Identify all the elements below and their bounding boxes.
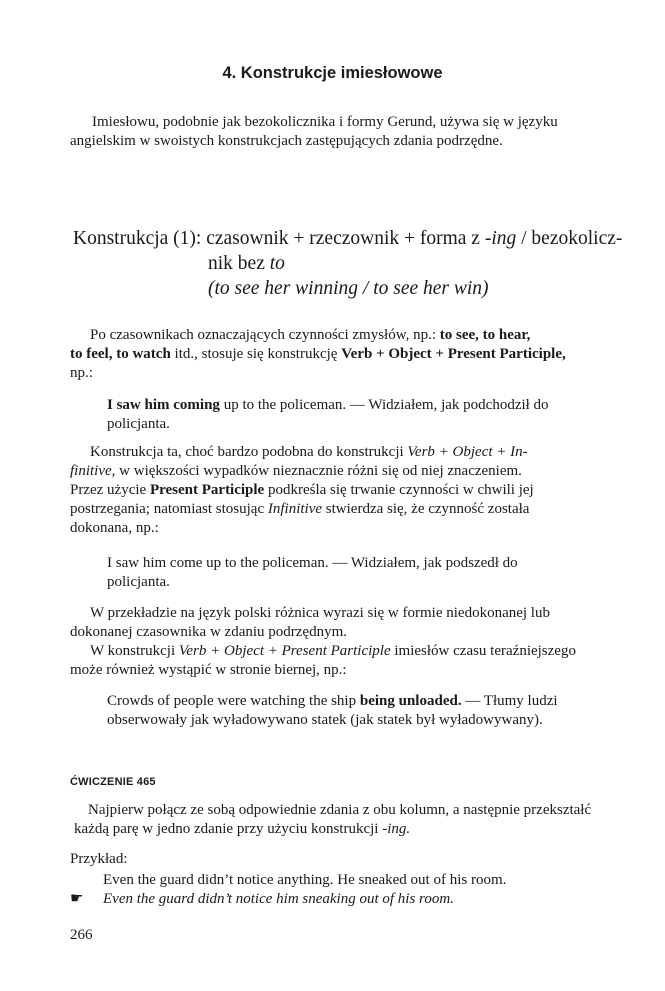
construction-line-2: nik bez to xyxy=(208,253,285,274)
paragraph-2: Konstrukcja ta, choć bardzo podobna do konstrukcji Verb + Object + In- finitive, w większości wypadków nieznacznie różni się od niej znaczeniem. Przez użycie Present Participle podkreśla się trwanie czynności w chwili jej postrzegania; natomiast stosując Infinitive stwierdza się, że czynność została dokonana, np.: xyxy=(70,444,534,536)
paragraph-1: Po czasownikach oznaczających czynności zmysłów, np.: to see, to hear, to feel, to watch itd., stosuje się konstrukcję Verb + Object + Present Participle, np.: xyxy=(70,327,566,381)
example-sentence: Even the guard didn’t notice anything. He sneaked out of his room. xyxy=(103,872,507,888)
page-number: 266 xyxy=(70,927,93,943)
construction-box xyxy=(73,226,653,301)
section-heading: 4. Konstrukcje imiesłowowe xyxy=(222,64,443,82)
intro-line-2: angielskim w swoistych konstrukcjach zastępujących zdania podrzędne. xyxy=(70,133,503,149)
example-label: Przykład: xyxy=(70,851,128,867)
example-2: I saw him come up to the policeman. — Widziałem, jak podszedł do policjanta. xyxy=(107,555,518,590)
example-answer: Even the guard didn’t notice him sneaking out of his room. xyxy=(103,891,454,907)
paragraph-3: W przekładzie na język polski różnica wyrazi się w formie niedokonanej lub dokonanej czasownika w zdaniu podrzędnym. W konstrukcji Verb + Object + Present Participle imiesłów czasu teraźniejszego może również wystąpić w stronie biernej, np.: xyxy=(70,605,576,678)
intro-line-1: Imiesłowu, podobnie jak bezokolicznika i formy Gerund, używa się w języku xyxy=(92,114,558,130)
exercise-instruction: Najpierw połącz ze sobą odpowiednie zdania z obu kolumn, a następnie przekształć każdą parę w jedno zdanie przy użyciu konstrukcji -ing. xyxy=(74,802,592,837)
pointing-hand-icon: ☛ xyxy=(70,891,84,907)
exercise-title: ĆWICZENIE 465 xyxy=(70,776,156,788)
example-1: I saw him coming up to the policeman. — Widziałem, jak podchodził do policjanta. xyxy=(107,397,549,432)
construction-example: (to see her winning / to see her win) xyxy=(208,278,489,299)
intro-paragraph xyxy=(70,113,642,151)
construction-line-1: Konstrukcja (1): czasownik + rzeczownik + forma z -ing / bezokolicz- xyxy=(73,228,623,249)
example-3: Crowds of people were watching the ship being unloaded. — Tłumy ludzi obserwowały jak wyładowywano statek (jak statek był wyładowywany). xyxy=(107,693,558,728)
